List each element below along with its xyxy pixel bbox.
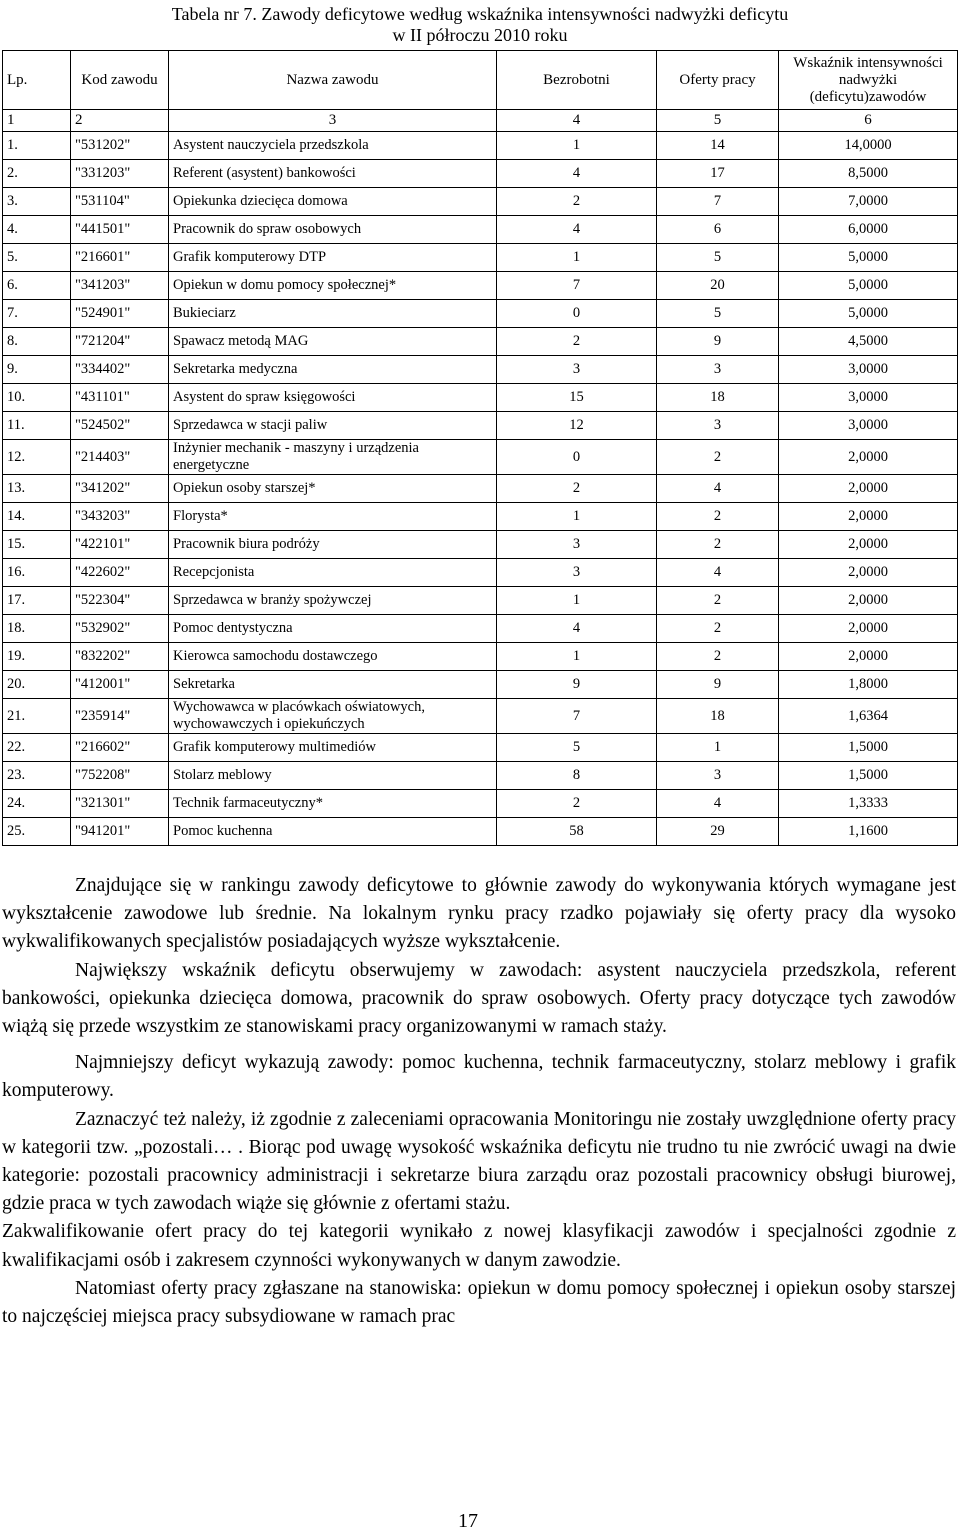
table-row <box>3 440 958 475</box>
cell-bezrobotni: 2 <box>497 328 657 356</box>
cell-lp: 5. <box>3 244 71 272</box>
column-number-row <box>3 110 958 132</box>
cell-lp: 20. <box>3 671 71 699</box>
cell-oferty: 7 <box>657 188 779 216</box>
cell-kod: "832202" <box>71 643 169 671</box>
cell-lp: 15. <box>3 531 71 559</box>
cell-oferty: 6 <box>657 216 779 244</box>
cell-lp: 9. <box>3 356 71 384</box>
table-row <box>3 790 958 818</box>
cell-bezrobotni: 2 <box>497 475 657 503</box>
cell-kod: "721204" <box>71 328 169 356</box>
cell-wskaznik: 3,0000 <box>779 412 958 440</box>
cell-lp: 14. <box>3 503 71 531</box>
cell-oferty: 5 <box>657 244 779 272</box>
cell-kod: "334402" <box>71 356 169 384</box>
cell-kod: "431101" <box>71 384 169 412</box>
paragraph: Najmniejszy deficyt wykazują zawody: pomoc kuchenna, technik farmaceutyczny, stolarz meblowy i grafik komputerowy. <box>2 1052 956 1102</box>
cell-oferty: 4 <box>657 475 779 503</box>
cell-kod: "531104" <box>71 188 169 216</box>
cell-wskaznik: 1,5000 <box>779 734 958 762</box>
page-number: 17 <box>458 1510 478 1532</box>
caption-line-2: w II półroczu 2010 roku <box>392 25 568 45</box>
cell-lp: 19. <box>3 643 71 671</box>
cell-bezrobotni: 4 <box>497 160 657 188</box>
cell-kod: "235914" <box>71 699 169 734</box>
table-row <box>3 503 958 531</box>
cell-oferty: 4 <box>657 559 779 587</box>
cell-wskaznik: 1,5000 <box>779 762 958 790</box>
cell-bezrobotni: 1 <box>497 132 657 160</box>
cell-oferty: 29 <box>657 818 779 846</box>
cell-kod: "214403" <box>71 440 169 475</box>
cell-kod: "422602" <box>71 559 169 587</box>
paragraph: Zakwalifikowanie ofert pracy do tej kategorii wynikało z nowej klasyfikacji zawodów i specjalności zgodnie z kwalifikacjami osób i zakresem czynności wykonywanych w danym zawodzie. <box>2 1221 956 1271</box>
cell-oferty: 3 <box>657 356 779 384</box>
header-lp: Lp. <box>3 51 71 110</box>
cell-lp: 7. <box>3 300 71 328</box>
cell-bezrobotni: 4 <box>497 216 657 244</box>
header-wskaznik: Wskaźnik intensywności nadwyżki (deficytu)zawodów <box>779 51 958 110</box>
cell-oferty: 2 <box>657 643 779 671</box>
col-number: 2 <box>71 110 169 132</box>
cell-nazwa: Referent (asystent) bankowości <box>169 160 497 188</box>
cell-lp: 18. <box>3 615 71 643</box>
cell-nazwa: Sprzedawca w stacji paliw <box>169 412 497 440</box>
cell-wskaznik: 7,0000 <box>779 188 958 216</box>
cell-nazwa: Opiekun w domu pomocy społecznej* <box>169 272 497 300</box>
header-nazwa: Nazwa zawodu <box>169 51 497 110</box>
table-row <box>3 643 958 671</box>
cell-bezrobotni: 58 <box>497 818 657 846</box>
cell-wskaznik: 2,0000 <box>779 559 958 587</box>
table-row <box>3 188 958 216</box>
cell-nazwa: Pomoc dentystyczna <box>169 615 497 643</box>
cell-kod: "321301" <box>71 790 169 818</box>
table-row <box>3 587 958 615</box>
table-row <box>3 412 958 440</box>
cell-wskaznik: 1,6364 <box>779 699 958 734</box>
cell-oferty: 2 <box>657 440 779 475</box>
header-bezrobotni: Bezrobotni <box>497 51 657 110</box>
cell-bezrobotni: 9 <box>497 671 657 699</box>
paragraph: Natomiast oferty pracy zgłaszane na stanowiska: opiekun w domu pomocy społecznej i opiekun osoby starszej to najczęściej miejsca pracy subsydiowane w ramach prac <box>2 1277 956 1328</box>
cell-oferty: 2 <box>657 531 779 559</box>
col-number: 4 <box>497 110 657 132</box>
table-row <box>3 300 958 328</box>
cell-bezrobotni: 8 <box>497 762 657 790</box>
cell-kod: "524502" <box>71 412 169 440</box>
table-row <box>3 216 958 244</box>
cell-nazwa: Recepcjonista <box>169 559 497 587</box>
cell-oferty: 18 <box>657 699 779 734</box>
cell-oferty: 1 <box>657 734 779 762</box>
cell-kod: "441501" <box>71 216 169 244</box>
cell-wskaznik: 6,0000 <box>779 216 958 244</box>
table-row <box>3 671 958 699</box>
cell-wskaznik: 5,0000 <box>779 300 958 328</box>
table-row <box>3 272 958 300</box>
cell-kod: "341203" <box>71 272 169 300</box>
cell-nazwa: Inżynier mechanik - maszyny i urządzenia energetyczne <box>169 440 497 475</box>
cell-bezrobotni: 1 <box>497 244 657 272</box>
cell-oferty: 2 <box>657 503 779 531</box>
cell-nazwa: Pomoc kuchenna <box>169 818 497 846</box>
cell-lp: 8. <box>3 328 71 356</box>
cell-nazwa: Grafik komputerowy multimediów <box>169 734 497 762</box>
cell-nazwa: Pracownik do spraw osobowych <box>169 216 497 244</box>
cell-kod: "412001" <box>71 671 169 699</box>
cell-wskaznik: 2,0000 <box>779 503 958 531</box>
cell-wskaznik: 1,8000 <box>779 671 958 699</box>
cell-kod: "331203" <box>71 160 169 188</box>
cell-lp: 21. <box>3 699 71 734</box>
table-row <box>3 531 958 559</box>
cell-kod: "941201" <box>71 818 169 846</box>
cell-wskaznik: 2,0000 <box>779 475 958 503</box>
table-row <box>3 734 958 762</box>
table-row <box>3 384 958 412</box>
cell-wskaznik: 1,1600 <box>779 818 958 846</box>
cell-nazwa: Asystent nauczyciela przedszkola <box>169 132 497 160</box>
cell-bezrobotni: 2 <box>497 790 657 818</box>
cell-nazwa: Sekretarka medyczna <box>169 356 497 384</box>
cell-bezrobotni: 5 <box>497 734 657 762</box>
body-text <box>2 872 956 1331</box>
table-caption <box>0 4 960 46</box>
cell-kod: "531202" <box>71 132 169 160</box>
cell-lp: 1. <box>3 132 71 160</box>
cell-lp: 10. <box>3 384 71 412</box>
cell-lp: 23. <box>3 762 71 790</box>
cell-wskaznik: 2,0000 <box>779 440 958 475</box>
cell-nazwa: Opiekun osoby starszej* <box>169 475 497 503</box>
cell-oferty: 14 <box>657 132 779 160</box>
cell-bezrobotni: 3 <box>497 531 657 559</box>
cell-bezrobotni: 12 <box>497 412 657 440</box>
cell-lp: 13. <box>3 475 71 503</box>
col-number: 3 <box>169 110 497 132</box>
cell-oferty: 2 <box>657 615 779 643</box>
cell-kod: "216602" <box>71 734 169 762</box>
table-row <box>3 356 958 384</box>
cell-lp: 12. <box>3 440 71 475</box>
table-row <box>3 818 958 846</box>
cell-oferty: 9 <box>657 671 779 699</box>
cell-nazwa: Wychowawca w placówkach oświatowych, wychowawczych i opiekuńczych <box>169 699 497 734</box>
cell-lp: 6. <box>3 272 71 300</box>
cell-bezrobotni: 15 <box>497 384 657 412</box>
cell-nazwa: Technik farmaceutyczny* <box>169 790 497 818</box>
col-number: 6 <box>779 110 958 132</box>
cell-nazwa: Bukieciarz <box>169 300 497 328</box>
cell-kod: "422101" <box>71 531 169 559</box>
col-number: 5 <box>657 110 779 132</box>
cell-nazwa: Spawacz metodą MAG <box>169 328 497 356</box>
cell-kod: "341202" <box>71 475 169 503</box>
table-row <box>3 699 958 734</box>
header-kod: Kod zawodu <box>71 51 169 110</box>
table-row <box>3 475 958 503</box>
col-number: 1 <box>3 110 71 132</box>
cell-nazwa: Florysta* <box>169 503 497 531</box>
cell-wskaznik: 3,0000 <box>779 356 958 384</box>
cell-wskaznik: 5,0000 <box>779 244 958 272</box>
paragraph: Zaznaczyć też należy, iż zgodnie z zaleceniami opracowania Monitoringu nie zostały uwzględnione oferty pracy w kategorii tzw. „pozostali… . Biorąc pod uwagę wysokość wskaźnika deficytu nie trudno tu nie zwrócić uwagi na dwie kategorie: pozostali pracownicy administracji i sekretarze biura zarządu oraz pozostali pracownicy obsługi biurowej, gdzie praca w tych zawodach wiąże się głównie z ofertami stażu. <box>2 1108 956 1215</box>
cell-bezrobotni: 1 <box>497 643 657 671</box>
cell-oferty: 4 <box>657 790 779 818</box>
table-row <box>3 132 958 160</box>
cell-bezrobotni: 7 <box>497 272 657 300</box>
cell-oferty: 3 <box>657 762 779 790</box>
cell-kod: "752208" <box>71 762 169 790</box>
cell-lp: 25. <box>3 818 71 846</box>
cell-wskaznik: 1,3333 <box>779 790 958 818</box>
table-row <box>3 615 958 643</box>
cell-lp: 11. <box>3 412 71 440</box>
cell-bezrobotni: 1 <box>497 503 657 531</box>
cell-wskaznik: 2,0000 <box>779 643 958 671</box>
cell-wskaznik: 3,0000 <box>779 384 958 412</box>
cell-lp: 17. <box>3 587 71 615</box>
table-row <box>3 328 958 356</box>
cell-wskaznik: 5,0000 <box>779 272 958 300</box>
cell-kod: "522304" <box>71 587 169 615</box>
cell-lp: 4. <box>3 216 71 244</box>
cell-wskaznik: 4,5000 <box>779 328 958 356</box>
paragraph: Największy wskaźnik deficytu obserwujemy w zawodach: asystent nauczyciela przedszkola, referent bankowości, opiekunka dziecięca domowa, pracownik do spraw osobowych. Oferty pracy dotyczące tych zawodów wiążą się przede wszystkim ze stanowiskami pracy organizowanymi w ramach staży. <box>2 959 956 1038</box>
cell-oferty: 20 <box>657 272 779 300</box>
cell-oferty: 2 <box>657 587 779 615</box>
cell-bezrobotni: 1 <box>497 587 657 615</box>
cell-kod: "216601" <box>71 244 169 272</box>
cell-bezrobotni: 2 <box>497 188 657 216</box>
cell-bezrobotni: 4 <box>497 615 657 643</box>
paragraph: Znajdujące się w rankingu zawody deficytowe to głównie zawody do wykonywania których wymagane jest wykształcenie zawodowe lub średnie. Na lokalnym rynku pracy rzadko pojawiały się oferty pracy dla wysoko wykwalifikowanych specjalistów posiadających wyższe wykształcenie. <box>2 875 956 953</box>
cell-kod: "343203" <box>71 503 169 531</box>
cell-bezrobotni: 0 <box>497 300 657 328</box>
cell-kod: "532902" <box>71 615 169 643</box>
header-oferty: Oferty pracy <box>657 51 779 110</box>
cell-bezrobotni: 3 <box>497 559 657 587</box>
cell-lp: 24. <box>3 790 71 818</box>
cell-nazwa: Kierowca samochodu dostawczego <box>169 643 497 671</box>
cell-nazwa: Sprzedawca w branży spożywczej <box>169 587 497 615</box>
table-row <box>3 559 958 587</box>
cell-lp: 16. <box>3 559 71 587</box>
cell-oferty: 9 <box>657 328 779 356</box>
cell-bezrobotni: 0 <box>497 440 657 475</box>
cell-nazwa: Stolarz meblowy <box>169 762 497 790</box>
cell-wskaznik: 2,0000 <box>779 615 958 643</box>
cell-nazwa: Sekretarka <box>169 671 497 699</box>
table-header-row <box>3 51 958 110</box>
cell-kod: "524901" <box>71 300 169 328</box>
cell-oferty: 18 <box>657 384 779 412</box>
table-row <box>3 160 958 188</box>
cell-wskaznik: 2,0000 <box>779 531 958 559</box>
cell-wskaznik: 8,5000 <box>779 160 958 188</box>
cell-lp: 3. <box>3 188 71 216</box>
cell-lp: 2. <box>3 160 71 188</box>
deficit-occupations-table <box>2 50 958 846</box>
cell-bezrobotni: 7 <box>497 699 657 734</box>
cell-lp: 22. <box>3 734 71 762</box>
cell-oferty: 5 <box>657 300 779 328</box>
table-row <box>3 244 958 272</box>
cell-wskaznik: 2,0000 <box>779 587 958 615</box>
cell-oferty: 17 <box>657 160 779 188</box>
table-row <box>3 762 958 790</box>
caption-line-1: Tabela nr 7. Zawody deficytowe według wskaźnika intensywności nadwyżki deficytu <box>171 4 789 24</box>
cell-nazwa: Pracownik biura podróży <box>169 531 497 559</box>
cell-nazwa: Grafik komputerowy DTP <box>169 244 497 272</box>
cell-nazwa: Opiekunka dziecięca domowa <box>169 188 497 216</box>
cell-wskaznik: 14,0000 <box>779 132 958 160</box>
cell-bezrobotni: 3 <box>497 356 657 384</box>
cell-nazwa: Asystent do spraw księgowości <box>169 384 497 412</box>
cell-oferty: 3 <box>657 412 779 440</box>
